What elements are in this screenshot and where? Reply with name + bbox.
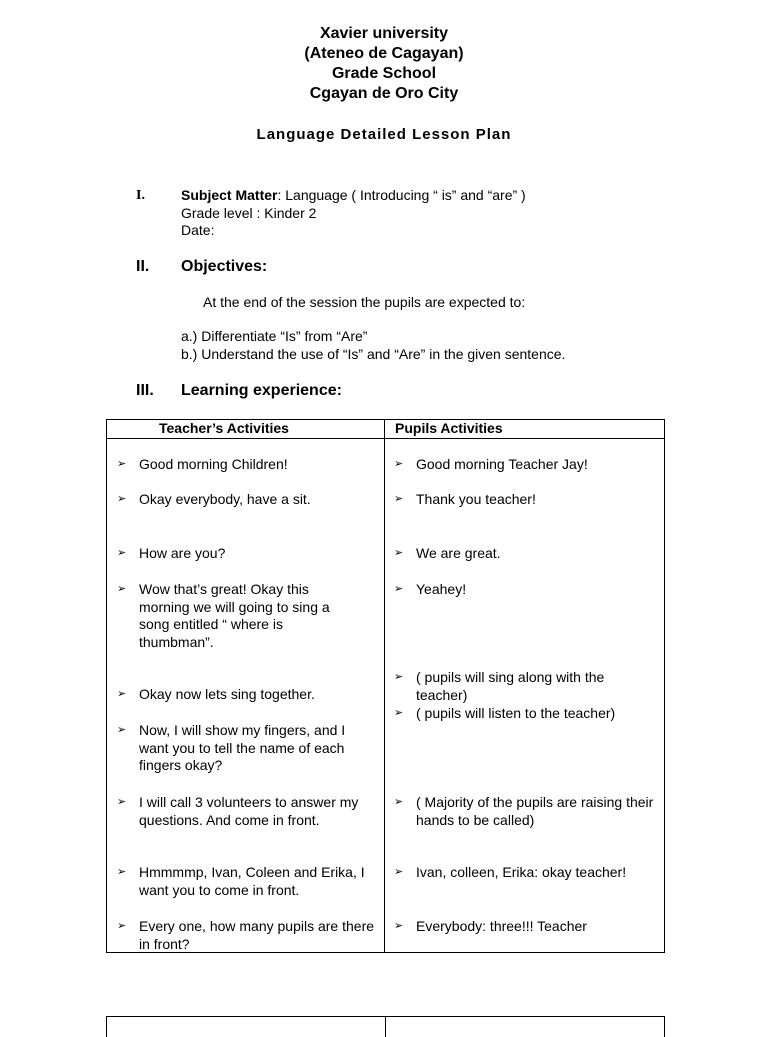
- pupils-activities-cell: [385, 439, 665, 953]
- arrow-bullet-icon: ➢: [117, 920, 127, 932]
- list-item: ➢ Hmmmmp, Ivan, Coleen and Erika, I want you to come in front.: [117, 864, 365, 898]
- arrow-bullet-icon: ➢: [394, 583, 404, 595]
- section-1-number: I.: [136, 188, 145, 203]
- arrow-bullet-icon: ➢: [394, 493, 404, 505]
- list-item: ➢ Every one, how many pupils are there in front?: [117, 918, 375, 952]
- teacher-activities-header: Teacher’s Activities: [107, 420, 385, 439]
- list-item: ➢ Ivan, colleen, Erika: okay teacher!: [394, 864, 627, 880]
- table-body-row: [107, 439, 665, 953]
- objective-b: b.) Understand the use of “Is” and “Are” in the given sentence.: [181, 346, 566, 362]
- department-name: Grade School: [331, 65, 437, 82]
- objectives-intro: At the end of the session the pupils are expected to:: [203, 294, 526, 310]
- list-item: ➢ We are great.: [394, 545, 501, 561]
- subject-matter-value: : Language ( Introducing “ is” and “are” ): [277, 187, 526, 203]
- list-item: ➢ Wow that’s great! Okay this morning we will going to sing a song entitled “ where is thumbman”.: [117, 581, 330, 650]
- list-item: ➢ Everybody: three!!! Teacher: [394, 918, 587, 934]
- arrow-bullet-icon: ➢: [394, 671, 404, 683]
- arrow-bullet-icon: ➢: [117, 796, 127, 808]
- list-item: ➢ ( pupils will sing along with the teacher): [394, 669, 605, 703]
- arrow-bullet-icon: ➢: [117, 583, 127, 595]
- arrow-bullet-icon: ➢: [394, 707, 404, 719]
- list-item: ➢ Thank you teacher!: [394, 491, 536, 507]
- next-table-fragment: [106, 1016, 665, 1037]
- subject-matter-line: [181, 187, 526, 205]
- table-column-divider: [385, 1017, 386, 1037]
- section-3-number: III.: [136, 382, 154, 399]
- arrow-bullet-icon: ➢: [117, 724, 127, 736]
- section-2-number: II.: [136, 258, 150, 275]
- list-item: ➢ Okay everybody, have a sit.: [117, 491, 311, 507]
- learning-experience-heading: Learning experience:: [181, 382, 342, 399]
- city-name: Cgayan de Oro City: [309, 85, 459, 102]
- activities-table: [106, 419, 665, 953]
- grade-level: Grade level : Kinder 2: [181, 205, 317, 221]
- list-item: ➢ Yeahey!: [394, 581, 467, 597]
- list-item: ➢ How are you?: [117, 545, 226, 561]
- list-item: ➢ Now, I will show my fingers, and I want you to tell the name of each fingers okay?: [117, 722, 346, 773]
- arrow-bullet-icon: ➢: [394, 458, 404, 470]
- arrow-bullet-icon: ➢: [394, 866, 404, 878]
- objective-a: a.) Differentiate “Is” from “Are”: [181, 328, 368, 344]
- list-item: ➢ ( Majority of the pupils are raising their hands to be called): [394, 794, 654, 828]
- list-item: ➢ Okay now lets sing together.: [117, 686, 315, 702]
- arrow-bullet-icon: ➢: [394, 547, 404, 559]
- arrow-bullet-icon: ➢: [117, 458, 127, 470]
- table-header-row: [107, 420, 665, 439]
- list-item: ➢ I will call 3 volunteers to answer my questions. And come in front.: [117, 794, 359, 828]
- arrow-bullet-icon: ➢: [117, 866, 127, 878]
- list-item: ➢ ( pupils will listen to the teacher): [394, 705, 616, 721]
- document-title: Language Detailed Lesson Plan: [256, 126, 512, 143]
- arrow-bullet-icon: ➢: [117, 688, 127, 700]
- pupils-activities-header: Pupils Activities: [385, 420, 665, 439]
- date-label: Date:: [181, 222, 215, 238]
- subject-matter-label: Subject Matter: [181, 187, 278, 203]
- school-subname: (Ateneo de Cagayan): [304, 45, 464, 62]
- list-item: ➢ Good morning Children!: [117, 456, 288, 472]
- arrow-bullet-icon: ➢: [394, 920, 404, 932]
- teacher-activities-cell: [107, 439, 385, 953]
- arrow-bullet-icon: ➢: [394, 796, 404, 808]
- objectives-heading: Objectives:: [181, 258, 268, 275]
- school-name: Xavier university: [319, 25, 449, 42]
- arrow-bullet-icon: ➢: [117, 547, 127, 559]
- list-item: ➢ Good morning Teacher Jay!: [394, 456, 588, 472]
- arrow-bullet-icon: ➢: [117, 493, 127, 505]
